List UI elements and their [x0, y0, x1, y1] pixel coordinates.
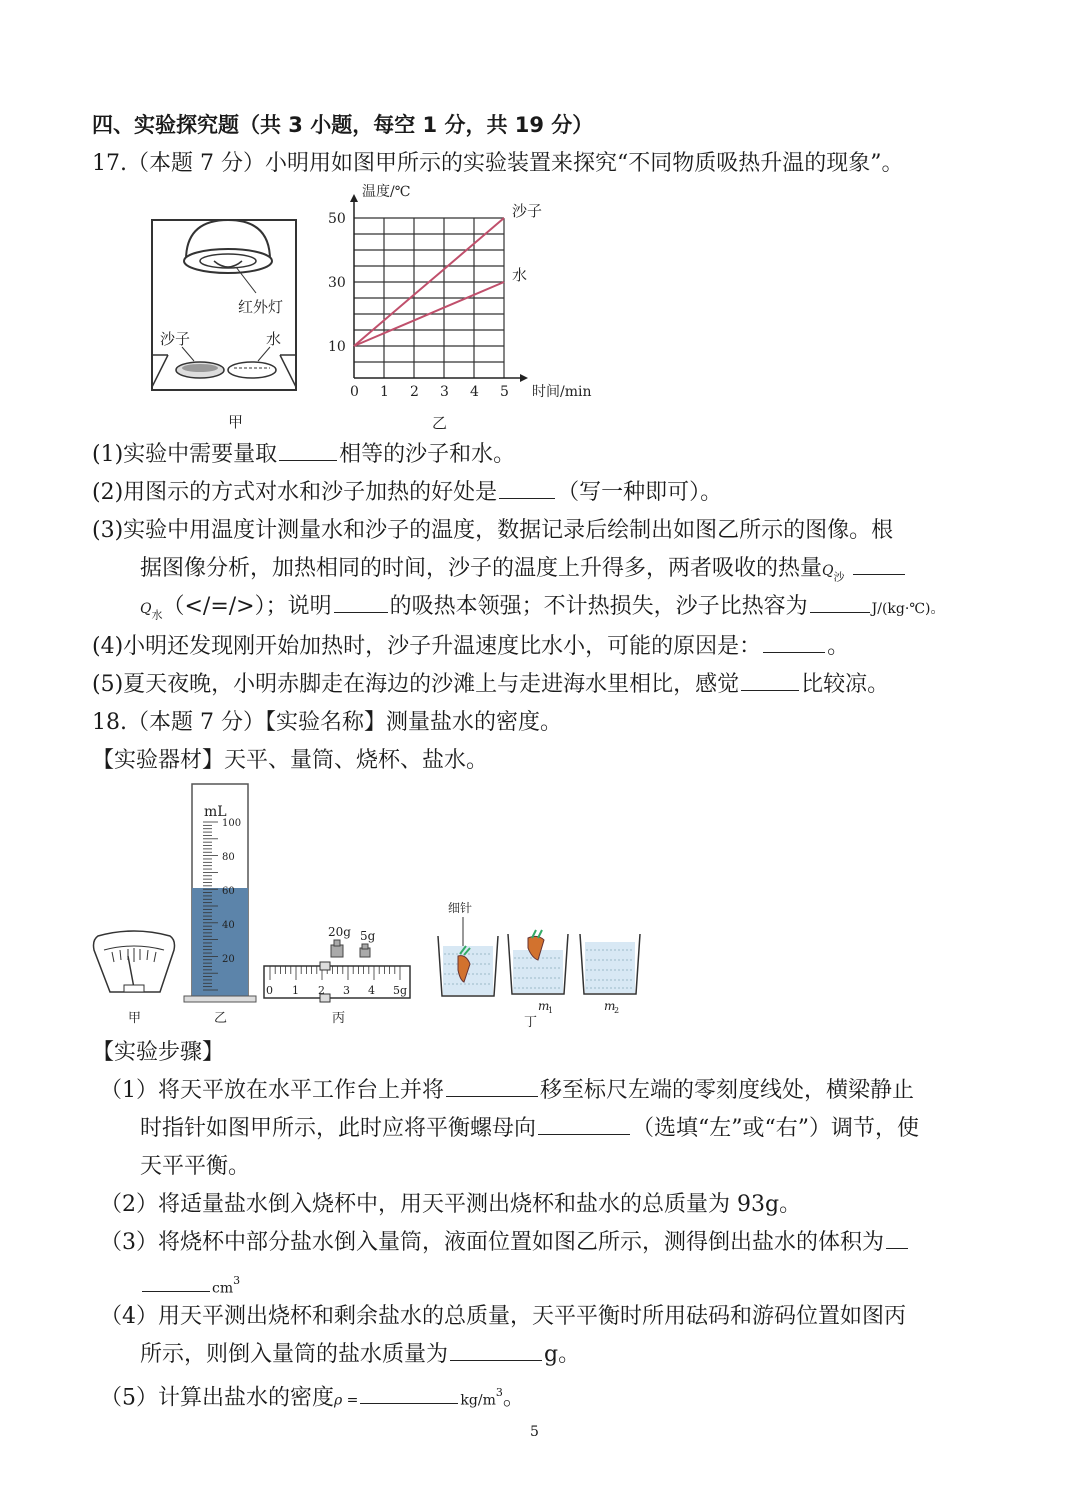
q17-p1b-text: 相等的沙子和水。 — [339, 442, 516, 467]
beakers — [438, 900, 640, 1030]
q17-p5-text: (5)夏天夜晚，小明赤脚走在海边的沙滩上与走进海水里相比，感觉 — [92, 672, 740, 697]
y-tick-30: 30 — [328, 275, 346, 291]
s1b-text: 移至标尺左端的零刻度线处，横梁静止 — [540, 1078, 915, 1103]
q17-part2 — [92, 479, 722, 507]
blank-1[interactable] — [279, 459, 337, 461]
q17-part1 — [92, 441, 515, 469]
q17-p3c1-text: （</=/>）；说明 — [162, 594, 332, 619]
blank-11[interactable] — [450, 1359, 542, 1361]
step2: （2）将适量盐水倒入烧杯中，用天平测出烧杯和盐水的总质量为 93g。 — [100, 1192, 802, 1217]
q17-p3c2-text: 的吸热本领强；不计热损失，沙子比热容为 — [389, 594, 808, 619]
x-tick-0: 0 — [350, 384, 359, 400]
cyl-tick-20: 20 — [222, 954, 235, 965]
section-title: 四、实验探究题（共 3 小题，每空 1 分，共 19 分） — [92, 113, 594, 137]
x-tick-1: 1 — [380, 384, 389, 400]
m1-label: m — [538, 999, 550, 1013]
q17-p3b-text: 据图像分析，加热相同的时间，沙子的温度上升得多，两者吸收的热量 — [140, 556, 823, 581]
chart-labels — [328, 183, 592, 432]
step3-line2 — [140, 1267, 240, 1302]
s5b-sup: 3 — [495, 1386, 503, 1399]
q17-p4-text: (4)小明还发现刚开始加热时，沙子升温速度比水小，可能的原因是： — [92, 634, 762, 659]
s5c-text: 。 — [502, 1385, 525, 1411]
chart-grid — [354, 218, 504, 378]
blank-12[interactable] — [360, 1402, 458, 1404]
blank-4[interactable] — [334, 611, 388, 613]
q17-part5 — [92, 671, 889, 699]
cyl-tick-100: 100 — [222, 818, 242, 829]
s1d-text: （选填“左”或“右”）调节，使 — [632, 1116, 920, 1141]
q18-figure — [88, 780, 648, 1035]
water-label: 水 — [266, 330, 282, 348]
q17-p5b-text: 比较凉。 — [801, 672, 890, 697]
balance-face — [94, 931, 175, 1026]
q17-part3-line3 — [140, 593, 944, 629]
s5b-text: kg/m — [460, 1392, 496, 1409]
s5a-text: （5）计算出盐水的密度 — [100, 1385, 334, 1411]
ruler-5g: 5g — [393, 984, 408, 997]
blank-10b[interactable] — [142, 1290, 210, 1292]
needle-label: 细针 — [448, 901, 473, 915]
q17-figure-jia — [148, 215, 308, 435]
step4-line2 — [140, 1341, 580, 1369]
q18-equipment: 【实验器材】天平、量筒、烧杯、盐水。 — [92, 748, 489, 773]
x-tick-2: 2 — [410, 384, 419, 400]
m2-label: m — [604, 999, 616, 1013]
q17-p1-text: (1)实验中需要量取 — [92, 442, 278, 467]
q17-part3-line2 — [140, 555, 907, 591]
ruler-4: 4 — [368, 984, 375, 997]
cyl-tick-60: 60 — [222, 886, 235, 897]
y-tick-10: 10 — [328, 339, 346, 355]
series-label-sand: 沙子 — [512, 202, 543, 220]
lamp-label: 红外灯 — [238, 298, 284, 316]
measuring-cylinder — [184, 784, 256, 1026]
q18-stem: 18.（本题 7 分）【实验名称】测量盐水的密度。 — [92, 710, 562, 735]
x-axis-label: 时间/min — [532, 384, 592, 400]
x-tick-4: 4 — [470, 384, 479, 400]
q17-p2-text: (2)用图示的方式对水和沙子加热的好处是 — [92, 480, 498, 505]
weights-and-ruler — [264, 925, 410, 1026]
rho-symbol: ρ = — [334, 1392, 359, 1409]
fig-caption-yi: 乙 — [214, 1011, 228, 1026]
blank-5[interactable] — [810, 611, 870, 613]
s1c-text: 时指针如图甲所示，此时应将平衡螺母向 — [140, 1116, 537, 1141]
blank-7[interactable] — [741, 689, 799, 691]
blank-10a[interactable] — [886, 1247, 908, 1249]
blank-2[interactable] — [499, 497, 555, 499]
s3a-text: （3）将烧杯中部分盐水倒入量筒，液面位置如图乙所示，测得倒出盐水的体积为 — [100, 1230, 884, 1255]
page-number: 5 — [530, 1424, 539, 1440]
q-sand-symbol: Q — [822, 563, 834, 579]
x-tick-3: 3 — [440, 384, 449, 400]
s1a-text: （1）将天平放在水平工作台上并将 — [100, 1078, 444, 1103]
s3b-text: cm — [212, 1280, 234, 1297]
q17-part4 — [92, 633, 849, 661]
blank-3[interactable] — [853, 573, 905, 575]
step1-line2 — [140, 1115, 919, 1143]
step4-line1: （4）用天平测出烧杯和剩余盐水的总质量，天平平衡时所用砝码和游码位置如图丙 — [100, 1304, 906, 1329]
temperature-chart — [320, 180, 620, 435]
y-tick-50: 50 — [328, 211, 346, 227]
x-axis-arrow — [520, 374, 528, 382]
chart-axes — [350, 194, 528, 382]
weight-20g: 20g — [328, 925, 351, 939]
ruler-3: 3 — [343, 984, 350, 997]
step3-line1 — [100, 1229, 910, 1257]
step1-line3: 天平平衡。 — [140, 1154, 251, 1179]
fig-caption-bing: 丙 — [332, 1011, 346, 1026]
q17-p3c3-text: J/(kg·℃)。 — [871, 601, 945, 617]
ruler-2: 2 — [318, 984, 325, 997]
series-label-water: 水 — [512, 266, 528, 284]
q17-part3-line1: (3)实验中用温度计测量水和沙子的温度，数据记录后绘制出如图乙所示的图像。根 — [92, 518, 894, 543]
q17-p2b-text: （写一种即可）。 — [557, 480, 723, 505]
ruler-0: 0 — [266, 984, 273, 997]
q-water-symbol: Q — [140, 601, 152, 617]
fig-caption-ding: 丁 — [524, 1015, 538, 1030]
cyl-tick-40: 40 — [222, 920, 235, 931]
cyl-tick-80: 80 — [222, 852, 235, 863]
s3b-sup: 3 — [233, 1274, 241, 1287]
x-tick-5: 5 — [500, 384, 509, 400]
q17-stem: 17.（本题 7 分）小明用如图甲所示的实验装置来探究“不同物质吸热升温的现象”。 — [92, 151, 904, 176]
q-water-sub: 水 — [151, 608, 163, 622]
ruler-1: 1 — [292, 984, 299, 997]
step5 — [100, 1379, 525, 1414]
y-axis-arrow — [350, 194, 358, 202]
caption-yi: 乙 — [432, 414, 448, 432]
s4b-text: 所示，则倒入量筒的盐水质量为 — [140, 1342, 449, 1367]
weight-5g: 5g — [360, 929, 376, 943]
m2-sub: 2 — [614, 1006, 620, 1015]
q17-p4b-text: 。 — [827, 634, 850, 659]
blank-6[interactable] — [763, 651, 825, 653]
steps-title: 【实验步骤】 — [92, 1040, 225, 1065]
sand-label: 沙子 — [160, 330, 191, 348]
step1-line1 — [100, 1077, 914, 1105]
s4c-text: g。 — [544, 1342, 581, 1367]
fig-caption-jia: 甲 — [128, 1011, 142, 1026]
caption-jia: 甲 — [228, 413, 244, 431]
blank-9[interactable] — [538, 1133, 630, 1135]
m1-sub: 1 — [548, 1006, 554, 1015]
cyl-unit: mL — [204, 804, 227, 820]
q-sand-sub: 沙 — [833, 570, 845, 584]
blank-8[interactable] — [446, 1095, 538, 1097]
y-axis-label: 温度/℃ — [362, 184, 411, 200]
